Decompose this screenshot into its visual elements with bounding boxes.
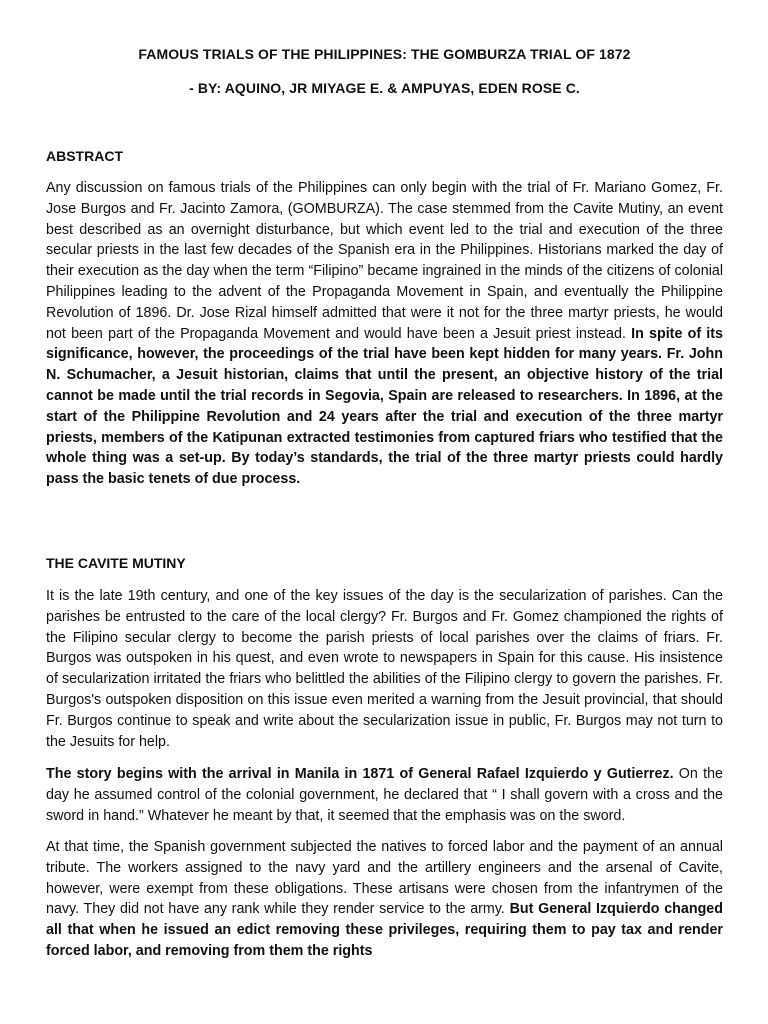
document-authors: - BY: AQUINO, JR MIYAGE E. & AMPUYAS, EDEN ROSE C. xyxy=(189,80,580,96)
abstract-heading: ABSTRACT xyxy=(46,148,123,164)
cavite-mutiny-heading: THE CAVITE MUTINY xyxy=(46,555,186,571)
cavite-paragraph-3-bold: But General Izquierdo changed all that when he issued an edict removing these privileges, requiring them to pay tax and render forced labor, and removing from them the rights xyxy=(46,901,723,959)
document-title: FAMOUS TRIALS OF THE PHILIPPINES: THE GOMBURZA TRIAL OF 1872 xyxy=(138,46,631,62)
abstract-bold-text: In spite of its significance, however, the proceedings of the trial have been kept hidden for many years. Fr. John N. Schumacher, a Jesuit historian, claims that until the present, an objective history of the trial cannot be made until the trial records in Segovia, Spain are released to researchers. In 1896, at the start of the Philippine Revolution and 24 years after the trial and execution of the three martyr priests, members of the Katipunan extracted testimonies from captured friars who testified that the whole thing was a set-up. By today’s standards, the trial of the three martyr priests could hardly pass the basic tenets of due process. xyxy=(46,325,723,488)
cavite-paragraph-3 xyxy=(46,837,723,962)
cavite-paragraph-2-bold: The story begins with the arrival in Manila in 1871 of General Rafael Izquierdo y Gutierrez. xyxy=(46,766,674,782)
cavite-paragraph-2-text: On the day he assumed control of the colonial government, he declared that “ I shall govern with a cross and the sword in hand.” Whatever he meant by that, it seemed that the emphasis was on the sword. xyxy=(46,766,723,824)
cavite-paragraph-1: It is the late 19th century, and one of the key issues of the day is the secularization of parishes. Can the parishes be entrusted to the care of the local clergy? Fr. Burgos and Fr. Gomez championed the rights of the Filipino secular clergy to become the parish priests of local parishes over the claims of friars. Fr. Burgos was outspoken in his quest, and even wrote to newspapers in Spain for this cause. His insistence of secularization irritated the friars who belittled the abilities of the Filipino clergy to govern the parishes. Fr. Burgos's outspoken disposition on this issue even merited a warning from the Jesuit provincial, that should Fr. Burgos continue to speak and write about the secularization issue in public, Fr. Burgos may not turn to the Jesuits for help. xyxy=(46,588,723,750)
abstract-paragraph xyxy=(46,178,723,490)
abstract-text: Any discussion on famous trials of the Philippines can only begin with the trial of Fr. Mariano Gomez, Fr. Jose Burgos and Fr. Jacinto Zamora, (GOMBURZA). The case stemmed from the Cavite Mutiny, an event best described as an overnight disturbance, but which event led to the trial and execution of the three secular priests in the last few decades of the Spanish era in the Philippines. Historians marked the day of their execution as the day when the term “Filipino” became ingrained in the minds of the citizens of colonial Philippines leading to the advent of the Propaganda Movement in Spain, and eventually the Philippine Revolution of 1896. Dr. Jose Rizal himself admitted that were it not for the three martyr priests, he would not been part of the Propaganda Movement and would have been a Jesuit priest instead. xyxy=(46,180,723,342)
cavite-paragraph-2 xyxy=(46,764,723,826)
cavite-paragraph-3-text: At that time, the Spanish government subjected the natives to forced labor and the payment of an annual tribute. The workers assigned to the navy yard and the artillery engineers and the arsenal of Cavite, however, were exempt from these obligations. These artisans were chosen from the infantrymen of the navy. They did not have any rank while they render service to the army. xyxy=(46,839,723,918)
